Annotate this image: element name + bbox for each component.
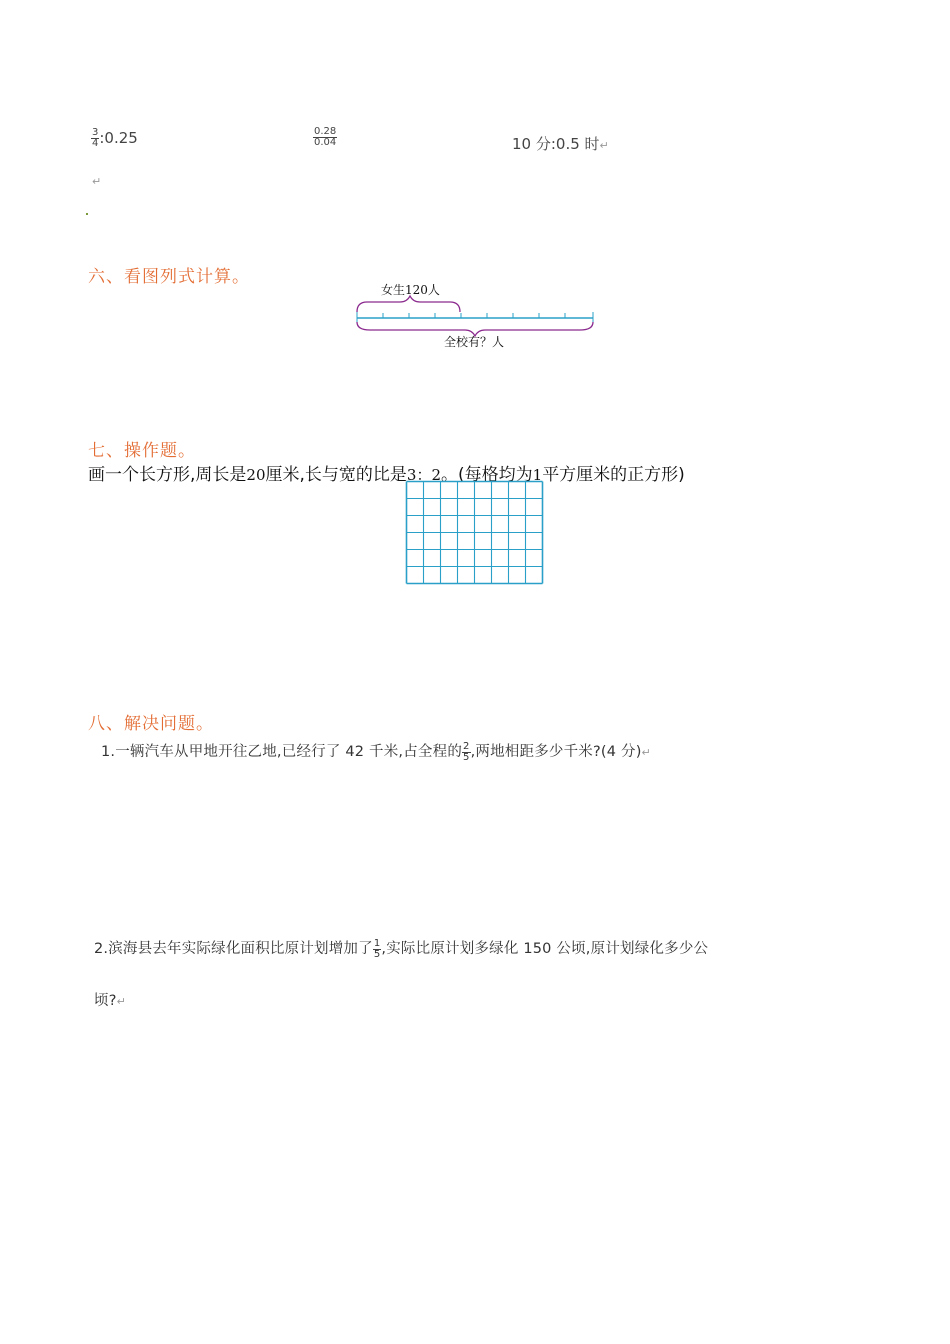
- diagram-top-label: 女生120人: [381, 283, 440, 297]
- paragraph-mark: ↵: [599, 139, 609, 152]
- fraction-denominator: 5: [373, 948, 381, 960]
- question-1: [101, 740, 651, 763]
- section7-title: 七、操作题。: [88, 441, 196, 461]
- question-2-line2: [94, 989, 126, 1010]
- section7-instruction: [88, 460, 685, 485]
- question-text: 1.一辆汽车从甲地开往乙地,已经行了 42 千米,占全程的: [101, 744, 463, 760]
- ratio-item-1: [91, 128, 138, 149]
- instruction-part: 。(每格均为: [441, 465, 533, 485]
- question-text: 2.滨海县去年实际绿化面积比原计划增加了: [94, 941, 373, 957]
- ratio-item-2: [313, 127, 337, 148]
- fraction: [462, 742, 471, 763]
- section6-title: 六、看图列式计算。: [88, 267, 250, 287]
- question-2: [94, 937, 708, 960]
- instruction-part: 画一个长方形,周长是: [88, 465, 247, 485]
- top-brace: [357, 296, 460, 312]
- fraction-numerator: 2: [463, 740, 470, 752]
- segment-diagram: [340, 278, 610, 358]
- instruction-number: 20: [246, 466, 266, 484]
- question-text: ,实际比原计划多绿化 150 公顷,原计划绿化多少公: [381, 941, 709, 957]
- fraction-numerator: 0.28: [314, 126, 337, 137]
- fraction-numerator: 3: [92, 127, 99, 138]
- paragraph-mark: ↵: [116, 995, 127, 1008]
- paragraph-mark: ↵: [92, 175, 102, 188]
- paragraph-mark: ↵: [641, 746, 651, 759]
- instruction-number: 1: [532, 466, 543, 484]
- question-text: 顷?: [94, 993, 117, 1009]
- bottom-brace: [357, 322, 593, 336]
- fraction: [313, 127, 337, 148]
- instruction-number: 3：2: [406, 466, 441, 484]
- instruction-part: 厘米,长与宽的比是: [265, 465, 407, 485]
- ratio-text: 10 分:0.5 时: [512, 135, 600, 153]
- fraction-denominator: 4: [92, 138, 99, 149]
- ratio-item-3: [512, 133, 609, 154]
- square-grid[interactable]: [405, 480, 545, 585]
- question-text: ,两地相距多少千米?(4 分): [470, 744, 642, 760]
- instruction-part: 平方厘米的正方形): [542, 465, 685, 485]
- fraction-denominator: 0.04: [314, 137, 337, 148]
- ratio-text: :0.25: [99, 129, 138, 147]
- green-dot: [86, 213, 88, 215]
- fraction-denominator: 5: [463, 751, 470, 763]
- section8-title: 八、解决问题。: [88, 714, 214, 734]
- fraction-numerator: 1: [373, 937, 381, 949]
- diagram-bottom-label: 全校有？人: [444, 335, 505, 349]
